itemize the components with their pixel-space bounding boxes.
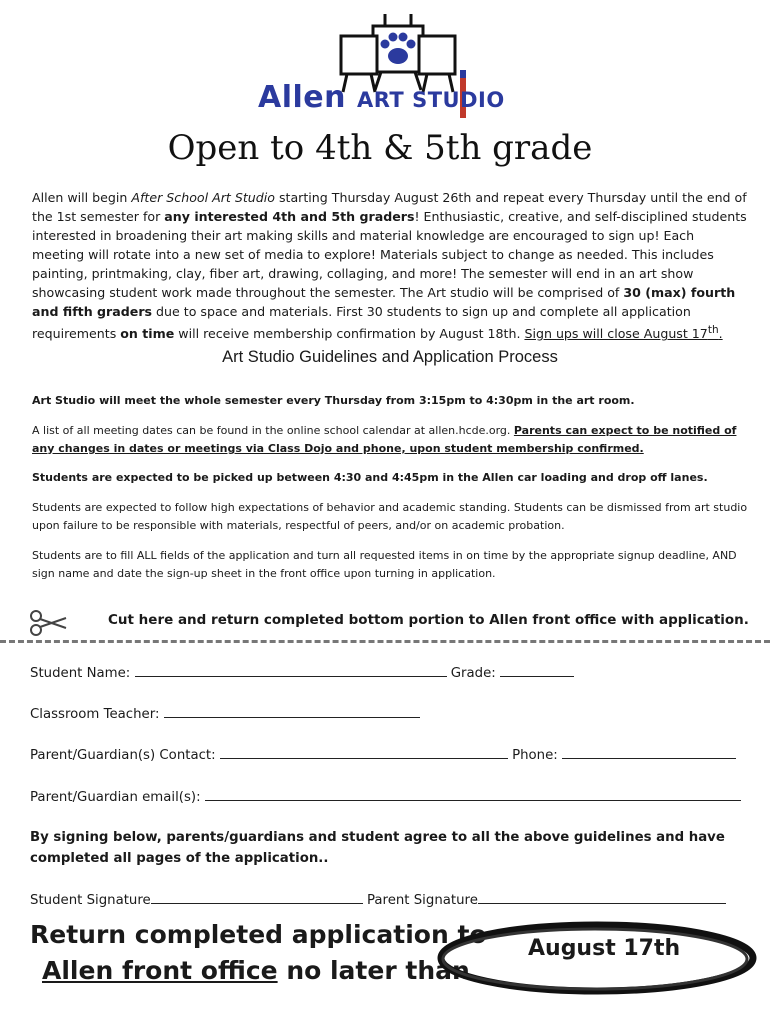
cut-instruction: Cut here and return completed bottom portion to Allen front office with application.	[108, 612, 749, 628]
guideline-application: Students are to fill ALL fields of the application and turn all requested items in on time by the appropriate signup deadline, AND sign name and date the sign-up sheet in the front office upon turning in application.	[32, 549, 737, 580]
grade-field[interactable]	[500, 664, 574, 677]
return-notice-line1: Return completed application to	[30, 920, 487, 949]
student-name-label: Student Name:	[30, 666, 131, 681]
email-label: Parent/Guardian email(s):	[30, 790, 201, 805]
guidelines-heading: Art Studio Guidelines and Application Process	[222, 348, 558, 366]
return-location: Allen front office	[42, 956, 278, 985]
guideline-pickup: Students are expected to be picked up between 4:30 and 4:45pm in the Allen car loading and drop off lanes.	[32, 471, 708, 484]
logo-name-part2: ART STUDIO	[356, 88, 505, 112]
intro-text: Allen will begin	[32, 190, 132, 205]
teacher-field[interactable]	[164, 705, 420, 718]
signup-close-text: Sign ups will close August 17	[524, 326, 708, 342]
intro-text: will receive membership confirmation by August 18th.	[174, 326, 525, 342]
guideline-calendar	[32, 422, 750, 458]
guideline-meeting-time: Art Studio will meet the whole semester every Thursday from 3:15pm to 4:30pm in the art room.	[32, 394, 635, 407]
intro-text: starting Thursday August 26th and repeat every Thursday until the end of the 1st semester for	[32, 190, 747, 224]
guideline-calendar-text: A list of all meeting dates can be found in the online school calendar at allen.hcde.org.	[32, 424, 514, 437]
return-deadline-prefix: no later than	[277, 956, 470, 985]
cut-line	[0, 640, 770, 643]
contact-field[interactable]	[220, 746, 508, 759]
scissors-icon	[28, 608, 68, 638]
return-notice-line2	[42, 956, 470, 985]
intro-emphasis: any interested 4th and 5th graders	[164, 209, 415, 224]
teacher-row	[30, 705, 420, 722]
page-title: Open to 4th & 5th grade	[167, 128, 593, 168]
logo-wordmark	[258, 80, 505, 115]
guideline-notification: Parents can expect to be notified of any changes in dates or meetings via Class Dojo and phone, upon student membership confirmed.	[32, 424, 737, 455]
signature-row	[30, 891, 726, 908]
student-name-row	[30, 664, 574, 681]
phone-label: Phone:	[512, 748, 558, 763]
logo-name-part1: Allen	[258, 80, 346, 115]
intro-paragraph	[32, 188, 748, 343]
agreement-statement: By signing below, parents/guardians and student agree to all the above guidelines and have completed all pages of the application..	[30, 830, 725, 866]
signup-close-sup: th	[707, 324, 719, 336]
email-field[interactable]	[205, 788, 741, 801]
signup-close-note	[524, 326, 722, 341]
student-signature-label: Student Signature	[30, 893, 151, 908]
intro-emphasis: 30 (max) fourth and fifth graders	[32, 285, 736, 319]
contact-row	[30, 746, 736, 763]
intro-program-name: After School Art Studio	[131, 190, 275, 205]
contact-label: Parent/Guardian(s) Contact:	[30, 748, 216, 763]
guideline-behavior: Students are expected to follow high expectations of behavior and academic standing. Students can be dismissed from art studio upon failure to be responsible with materials, respectful of peers, and/or on academic probation.	[32, 501, 748, 532]
phone-field[interactable]	[562, 746, 736, 759]
intro-emphasis: on time	[120, 326, 175, 342]
grade-label: Grade:	[450, 666, 496, 681]
parent-signature-field[interactable]	[478, 891, 726, 904]
student-signature-field[interactable]	[151, 891, 363, 904]
intro-text: due to space and materials. First 30 students to sign up and complete all application requirements	[32, 304, 691, 342]
email-row	[30, 788, 741, 805]
signup-close-period: .	[718, 326, 723, 342]
intro-text: ! Enthusiastic, creative, and self-disciplined students interested in broadening their art making skills and material knowledge are encouraged to sign up! Each meeting will rotate into a new set of media to explore! Materials subject to change as needed. This includes painting, printmaking, clay, fiber art, drawing, collaging, and more! The semester will end in an art show showcasing student work made throughout the semester. The Art studio will be comprised of	[32, 209, 747, 300]
parent-signature-label: Parent Signature	[366, 893, 478, 908]
deadline-date: August 17th	[528, 936, 681, 961]
student-name-field[interactable]	[135, 664, 447, 677]
teacher-label: Classroom Teacher:	[30, 707, 160, 722]
